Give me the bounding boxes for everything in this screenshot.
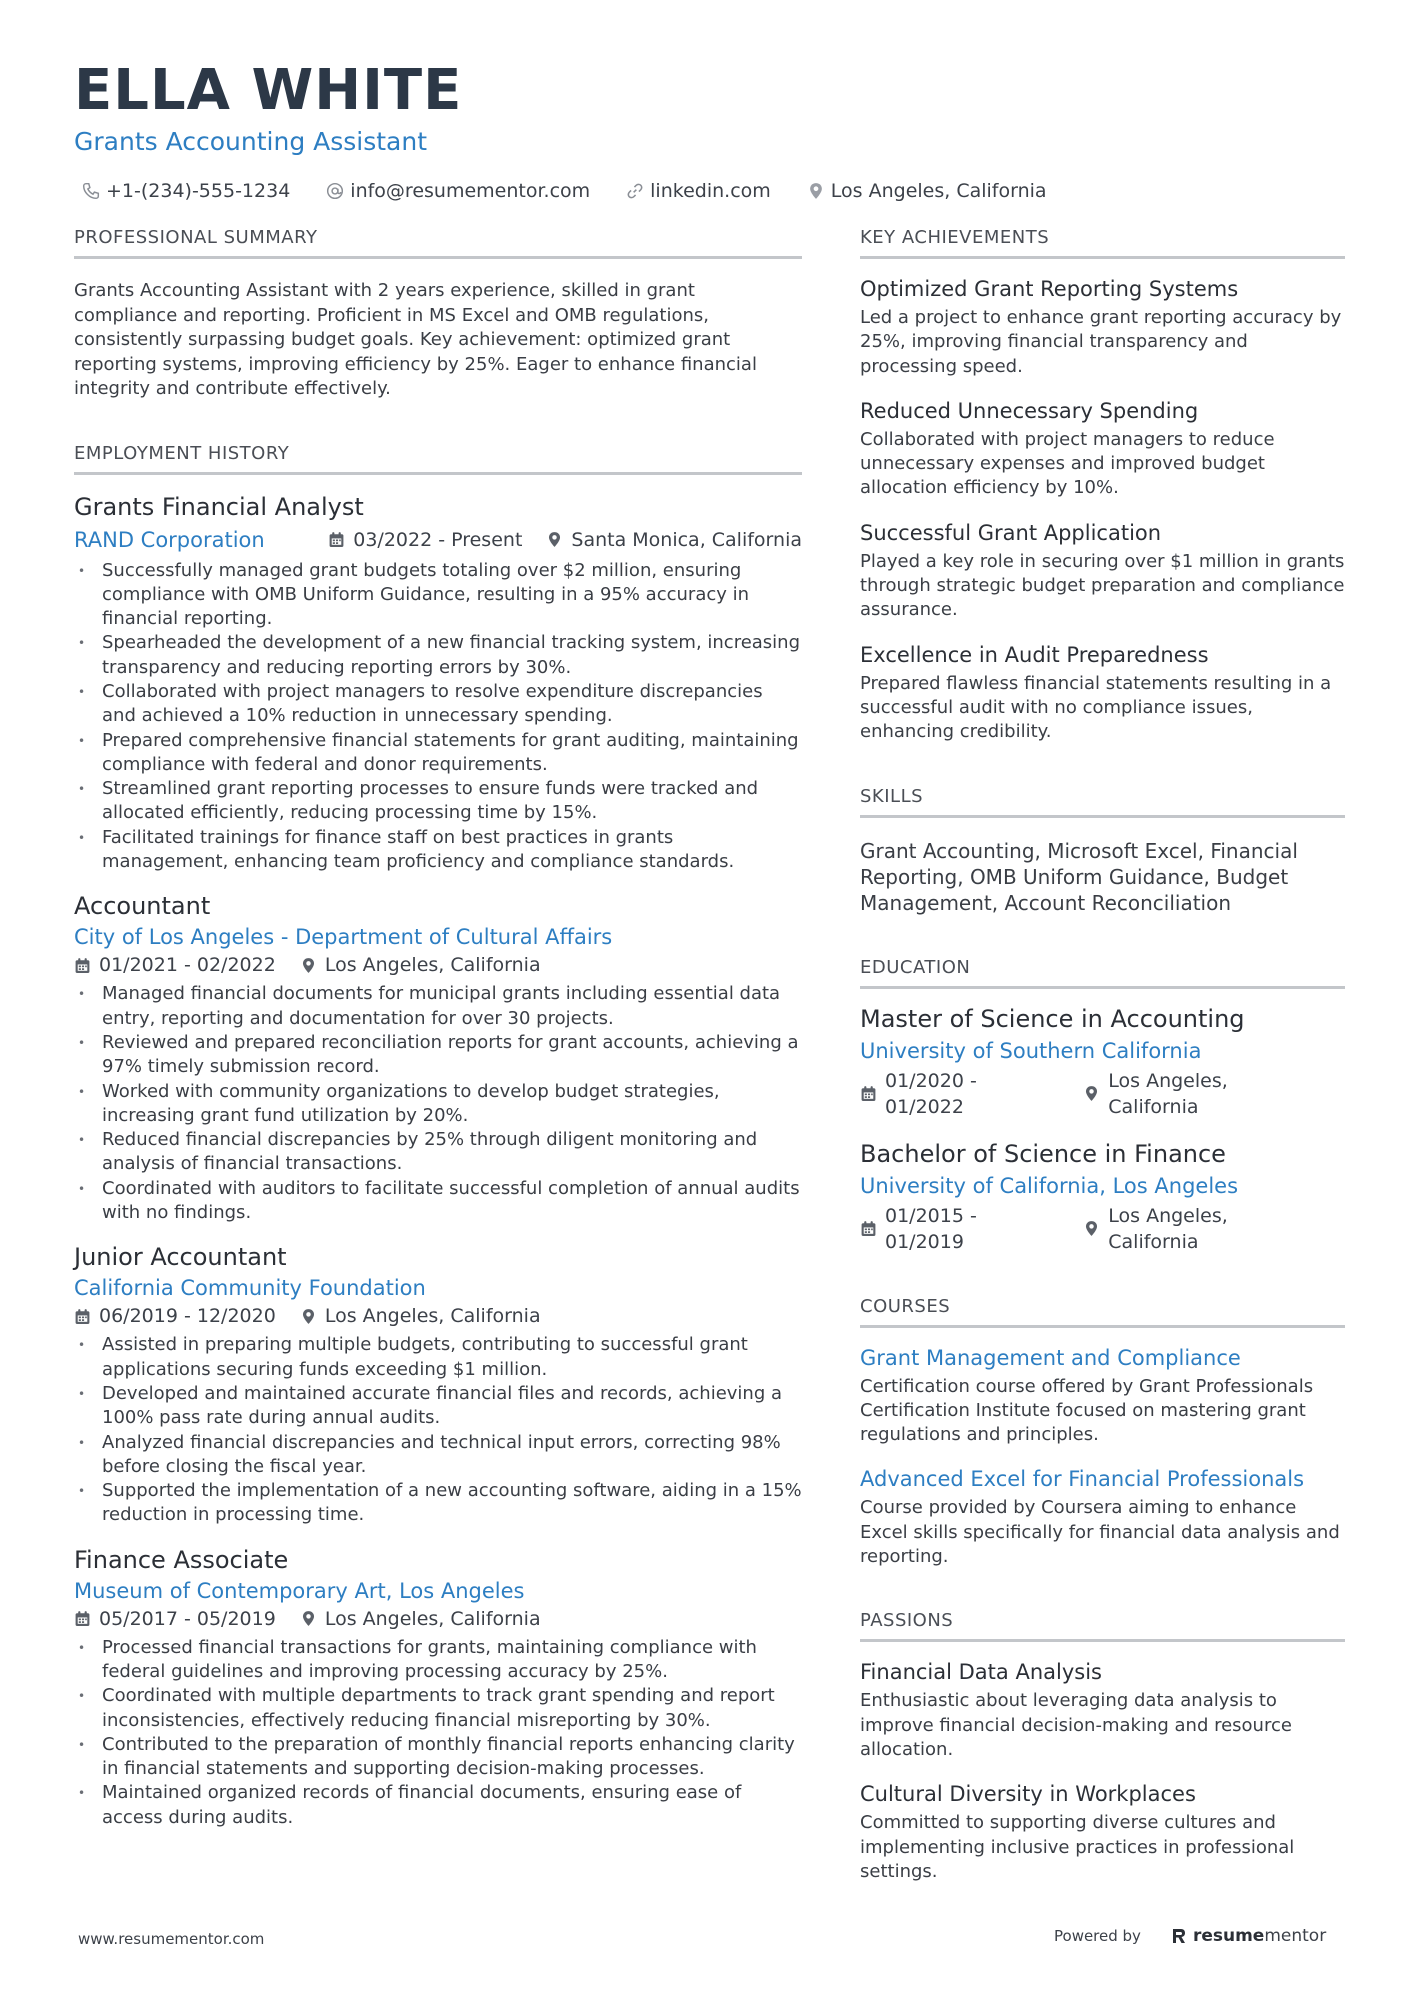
education-dates-text: 01/2015 - 01/2019	[885, 1204, 977, 1253]
job-title: Accountant	[74, 892, 211, 921]
course-item	[860, 1344, 1345, 1448]
achievement-title: Excellence in Audit Preparedness	[860, 642, 1209, 667]
location-pin-icon	[1083, 1220, 1100, 1237]
footer-website[interactable]: www.resumementor.com	[78, 1930, 265, 1948]
calendar-icon	[74, 1308, 91, 1325]
job-location-text: Los Angeles, California	[324, 954, 541, 977]
achievement-desc: Played a key role in securing over $1 million in grants through strategic budget preparation and compliance assurance.	[860, 550, 1345, 621]
list-item: • Managed financial documents for municipal grants including essential data entry, reporting and documentation for over 30 projects.	[74, 982, 802, 1031]
job-bullets	[74, 1333, 802, 1527]
job-meta	[328, 527, 802, 553]
job-location-text: Los Angeles, California	[324, 1607, 541, 1630]
education-dates	[860, 1068, 1059, 1120]
course-title: Advanced Excel for Financial Professionals	[860, 1467, 1305, 1492]
achievement-title: Optimized Grant Reporting Systems	[860, 277, 1239, 301]
job-entry	[74, 1241, 802, 1527]
job-bullets	[74, 982, 802, 1225]
list-item: • Coordinated with auditors to facilitate successful completion of annual audits with no findings.	[74, 1177, 802, 1226]
summary-text: Grants Accounting Assistant with 2 years experience, skilled in grant compliance and reporting. Proficient in MS Excel and OMB regulations, consistently surpassing budget goals. Key achievement: optimized grant reporting systems, improving efficiency by 25%. Eager to enhance financial integrity and contribute effectively.	[74, 280, 757, 399]
section-heading: KEY ACHIEVEMENTS	[860, 227, 1050, 248]
brand-logo[interactable]	[1171, 1926, 1326, 1946]
location-pin-icon	[1083, 1085, 1100, 1102]
list-item: • Processed financial transactions for grants, maintaining compliance with federal guidelines and improving processing accuracy by 25%.	[74, 1636, 802, 1685]
achievement-title: Reduced Unnecessary Spending	[860, 398, 1199, 423]
section-divider	[74, 256, 802, 259]
section-heading: COURSES	[860, 1295, 951, 1317]
footer-branding	[1054, 1926, 1326, 1946]
list-item: • Contributed to the preparation of monthly financial reports enhancing clarity in financial statements and supporting decision-making processes.	[74, 1733, 802, 1782]
job-dates	[74, 1606, 276, 1632]
section-heading: PASSIONS	[860, 1610, 954, 1632]
education-meta	[860, 1203, 1345, 1255]
key-achievements-section	[860, 226, 1345, 745]
job-location	[300, 1303, 541, 1329]
phone-icon	[82, 182, 100, 200]
brand-name-rest: mentor	[1264, 1926, 1327, 1946]
course-item	[860, 1465, 1345, 1569]
brand-name-bold: resume	[1192, 1926, 1265, 1946]
passion-title: Financial Data Analysis	[860, 1660, 1102, 1685]
list-item: • Developed and maintained accurate financial files and records, achieving a 100% pass rate during annual audits.	[74, 1382, 802, 1431]
job-dates-text: 01/2021 - 02/2022	[99, 954, 276, 977]
education-location	[1083, 1203, 1321, 1255]
left-column	[74, 226, 802, 1830]
list-item: • Facilitated trainings for finance staff on best practices in grants management, enhancing team proficiency and compliance standards.	[74, 826, 802, 875]
education-location	[1083, 1068, 1321, 1120]
section-heading: SKILLS	[860, 785, 924, 807]
course-desc: Certification course offered by Grant Professionals Certification Institute focused on mastering grant regulations and principles.	[860, 1375, 1314, 1446]
brand-mark-icon	[1171, 1927, 1187, 1945]
location-pin-icon	[300, 1308, 317, 1325]
list-item: • Assisted in preparing multiple budgets, contributing to successful grant applications securing funds exceeding $1 million.	[74, 1333, 802, 1382]
contact-email[interactable]	[318, 178, 590, 204]
achievement-title: Successful Grant Application	[860, 520, 1162, 545]
section-divider	[74, 472, 802, 475]
job-title: Junior Accountant	[74, 1243, 287, 1272]
contact-phone[interactable]	[74, 178, 290, 204]
job-location	[300, 1606, 541, 1632]
contact-location	[799, 178, 1047, 204]
achievement-desc: Prepared flawless financial statements resulting in a successful audit with no compliance issues, enhancing credibility.	[860, 672, 1332, 743]
passion-desc: Committed to supporting diverse cultures and implementing inclusive practices in professional settings.	[860, 1812, 1295, 1882]
education-meta	[860, 1068, 1345, 1120]
list-item: • Collaborated with project managers to resolve expenditure discrepancies and achieved a 10% reduction in unnecessary spending.	[74, 680, 802, 729]
list-item: • Streamlined grant reporting processes to ensure funds were tracked and allocated efficiently, reducing processing time by 15%.	[74, 777, 802, 826]
list-item: • Analyzed financial discrepancies and technical input errors, correcting 98% before closing the fiscal year.	[74, 1431, 802, 1480]
section-heading: EDUCATION	[860, 956, 971, 978]
section-divider	[860, 1325, 1345, 1328]
job-dates-text: 06/2019 - 12/2020	[99, 1305, 276, 1328]
achievement-item	[860, 397, 1345, 501]
candidate-title: Grants Accounting Assistant	[74, 127, 428, 156]
job-location-text: Los Angeles, California	[324, 1305, 541, 1328]
course-title: Grant Management and Compliance	[860, 1345, 1241, 1370]
candidate-name: ELLA WHITE	[74, 58, 463, 123]
degree-title: Bachelor of Science in Finance	[860, 1139, 1226, 1168]
job-entry	[74, 1544, 802, 1830]
passion-title: Cultural Diversity in Workplaces	[860, 1782, 1196, 1807]
section-divider	[860, 256, 1345, 259]
degree-title: Master of Science in Accounting	[860, 1004, 1245, 1033]
company-name: City of Los Angeles - Department of Cultural Affairs	[74, 925, 613, 950]
passion-desc: Enthusiastic about leveraging data analysis to improve financial decision-making and resource allocation.	[860, 1690, 1292, 1760]
link-icon	[626, 182, 644, 200]
job-meta	[74, 1606, 802, 1632]
company-name: Museum of Contemporary Art, Los Angeles	[74, 1578, 525, 1603]
calendar-icon	[74, 1610, 91, 1627]
job-bullets	[74, 1636, 802, 1830]
achievement-desc: Collaborated with project managers to reduce unnecessary expenses and improved budget allocation efficiency by 10%.	[860, 428, 1275, 499]
list-item: • Worked with community organizations to develop budget strategies, increasing grant fund utilization by 20%.	[74, 1080, 802, 1129]
list-item: • Coordinated with multiple departments to track grant spending and report inconsistencies, effectively reducing financial misreporting by 30%.	[74, 1684, 802, 1733]
location-pin-icon	[546, 531, 563, 548]
job-location-text: Santa Monica, California	[571, 528, 802, 551]
calendar-icon	[860, 1220, 877, 1237]
passion-item	[860, 1780, 1345, 1884]
education-dates-text: 01/2020 - 01/2022	[885, 1069, 977, 1118]
skills-list: Grant Accounting, Microsoft Excel, Financial Reporting, OMB Uniform Guidance, Budget Management, Account Reconciliation	[860, 838, 1298, 915]
location-pin-icon	[807, 182, 825, 200]
list-item: • Prepared comprehensive financial statements for grant auditing, maintaining compliance with federal and donor requirements.	[74, 729, 802, 778]
powered-by-label: Powered by	[1054, 1927, 1141, 1945]
at-sign-icon	[326, 182, 344, 200]
section-heading: EMPLOYMENT HISTORY	[74, 442, 290, 464]
passion-item	[860, 1658, 1345, 1762]
section-heading: PROFESSIONAL SUMMARY	[74, 227, 318, 248]
email-text: info@resumementor.com	[350, 180, 591, 202]
achievement-item	[860, 519, 1345, 623]
section-divider	[860, 1639, 1345, 1642]
education-section	[860, 956, 1345, 1255]
education-location-text: Los Angeles, California	[1108, 1204, 1228, 1253]
job-title: Grants Financial Analyst	[74, 492, 364, 521]
professional-summary-section	[74, 226, 802, 402]
job-dates	[74, 1303, 276, 1329]
skills-section	[860, 785, 1345, 916]
course-desc: Course provided by Coursera aiming to enhance Excel skills specifically for financial data analysis and reporting.	[860, 1497, 1340, 1568]
education-entry	[860, 1138, 1345, 1255]
achievement-item	[860, 275, 1345, 379]
location-pin-icon	[300, 1610, 317, 1627]
job-dates	[74, 952, 276, 978]
job-title: Finance Associate	[74, 1545, 289, 1574]
job-bullets	[74, 559, 802, 875]
employment-history-section	[74, 442, 802, 1831]
job-dates-text: 03/2022 - Present	[353, 528, 523, 551]
job-meta	[74, 1303, 802, 1329]
passions-section	[860, 1609, 1345, 1884]
list-item: • Maintained organized records of financial documents, ensuring ease of access during audits.	[74, 1781, 802, 1830]
achievement-item	[860, 641, 1345, 745]
contact-linkedin[interactable]	[618, 178, 771, 204]
list-item: • Reduced financial discrepancies by 25% through diligent monitoring and analysis of financial transactions.	[74, 1128, 802, 1177]
company-name: RAND Corporation	[74, 527, 265, 552]
achievement-desc: Led a project to enhance grant reporting accuracy by 25%, improving financial transparency and processing speed.	[860, 307, 1342, 377]
school-name: University of Southern California	[860, 1038, 1202, 1063]
location-pin-icon	[300, 957, 317, 974]
education-dates	[860, 1203, 1059, 1255]
job-entry	[74, 890, 802, 1225]
job-entry	[74, 491, 802, 875]
education-location-text: Los Angeles, California	[1108, 1069, 1228, 1118]
job-location	[546, 527, 802, 553]
calendar-icon	[328, 531, 345, 548]
contact-row	[74, 178, 1344, 204]
job-meta-row	[74, 525, 802, 555]
phone-text: +1-(234)-555-1234	[106, 180, 291, 202]
section-divider	[860, 815, 1345, 818]
school-name: University of California, Los Angeles	[860, 1173, 1239, 1198]
location-text: Los Angeles, California	[830, 180, 1047, 202]
education-entry	[860, 1003, 1345, 1120]
right-column	[860, 226, 1345, 1884]
list-item: • Spearheaded the development of a new financial tracking system, increasing transparency and reducing reporting errors by 30%.	[74, 631, 802, 680]
calendar-icon	[74, 957, 91, 974]
job-meta	[74, 952, 802, 978]
section-divider	[860, 986, 1345, 989]
courses-section	[860, 1295, 1345, 1570]
linkedin-text: linkedin.com	[650, 180, 771, 202]
list-item: • Supported the implementation of a new accounting software, aiding in a 15% reduction in processing time.	[74, 1479, 802, 1528]
job-location	[300, 952, 541, 978]
resume-header	[74, 58, 1344, 204]
list-item: • Reviewed and prepared reconciliation reports for grant accounts, achieving a 97% timely submission record.	[74, 1031, 802, 1080]
company-name: California Community Foundation	[74, 1276, 426, 1301]
calendar-icon	[860, 1085, 877, 1102]
list-item: • Successfully managed grant budgets totaling over $2 million, ensuring compliance with OMB Uniform Guidance, resulting in a 95% accuracy in financial reporting.	[74, 559, 802, 632]
job-dates-text: 05/2017 - 05/2019	[99, 1607, 276, 1630]
job-dates	[328, 527, 522, 553]
